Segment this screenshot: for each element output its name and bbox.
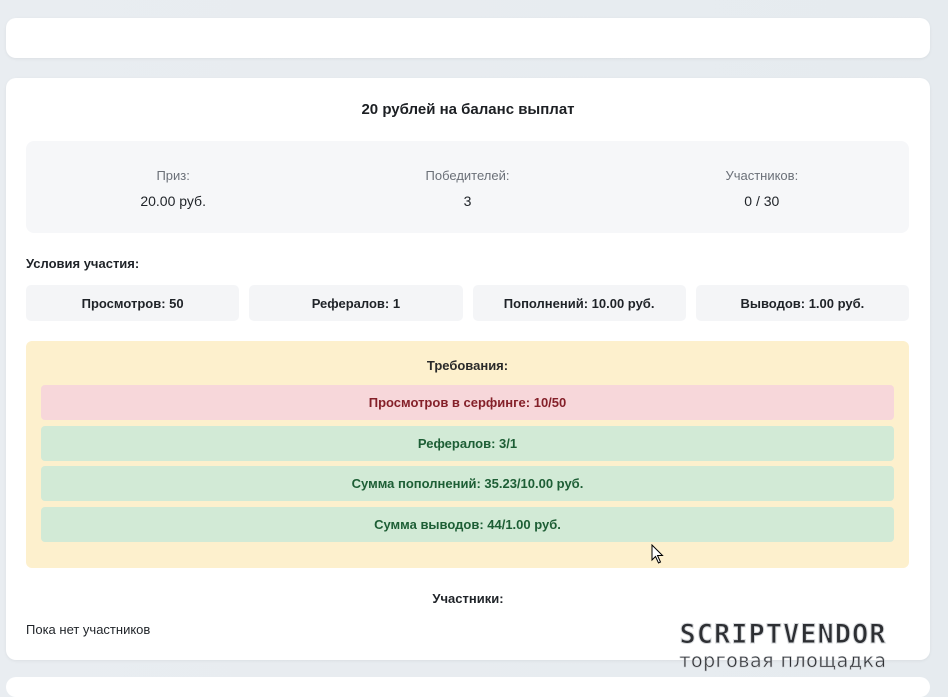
stat-participants (615, 141, 909, 233)
requirements-heading: Требования: (426, 358, 509, 373)
requirement-deposits: Сумма пополнений: 35.23/10.00 руб. (41, 466, 894, 501)
condition-withdrawals: Выводов: 1.00 руб. (696, 285, 909, 321)
requirements-panel (26, 341, 909, 568)
conditions-list (26, 285, 909, 321)
stat-label: Приз: (156, 168, 190, 183)
stat-prize (26, 141, 320, 233)
top-card (6, 18, 930, 58)
stat-label: Победителей: (425, 168, 510, 183)
condition-views: Просмотров: 50 (26, 285, 239, 321)
watermark-subtitle: торговая площадка (679, 650, 887, 672)
requirement-views: Просмотров в серфинге: 10/50 (41, 385, 894, 420)
stat-value: 20.00 руб. (140, 193, 206, 209)
contest-card (6, 78, 930, 660)
requirement-withdrawals: Сумма выводов: 44/1.00 руб. (41, 507, 894, 542)
contest-stats (26, 141, 909, 233)
stat-value: 3 (463, 193, 472, 209)
conditions-heading: Условия участия: (26, 256, 140, 271)
contest-title: 20 рублей на баланс выплат (361, 101, 575, 118)
stat-value: 0 / 30 (744, 193, 780, 209)
watermark-brand: SCRIPTVENDOR (679, 619, 887, 650)
no-participants-text: Пока нет участников (26, 622, 151, 637)
condition-deposits: Пополнений: 10.00 руб. (473, 285, 686, 321)
mouse-cursor-icon (651, 544, 664, 564)
bottom-card (6, 677, 930, 697)
condition-referrals: Рефералов: 1 (249, 285, 462, 321)
watermark-logo (627, 620, 939, 676)
participants-heading: Участники: (432, 591, 504, 606)
requirement-referrals: Рефералов: 3/1 (41, 426, 894, 461)
stat-label: Участников: (725, 168, 799, 183)
stat-winners (320, 141, 614, 233)
